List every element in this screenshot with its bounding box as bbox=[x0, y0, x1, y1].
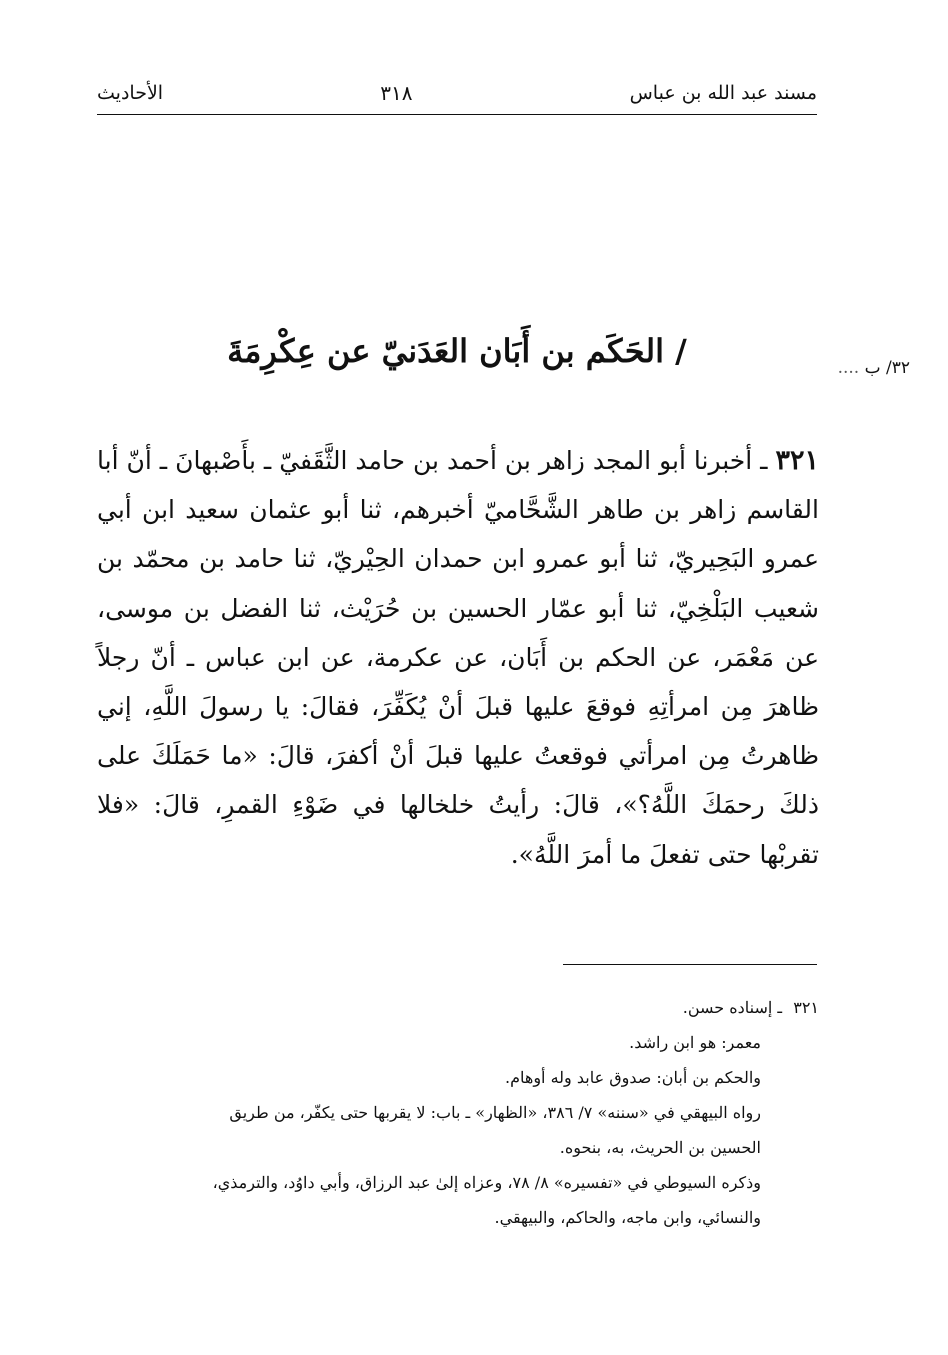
folio-label: ٣٢/ ب bbox=[864, 358, 910, 378]
hadith-number: ٣٢١ bbox=[775, 445, 819, 476]
hadith-text-block bbox=[97, 436, 819, 879]
folio-dots: .... bbox=[837, 358, 860, 378]
page-number: ٣١٨ bbox=[380, 81, 413, 105]
footnote-rule bbox=[563, 964, 817, 965]
chapter-title: / الحَكَم بن أَبَان العَدَنيّ عن عِكْرِمَةَ bbox=[227, 332, 687, 370]
footnote-line: الحسين بن الحريث، به، بنحوه. bbox=[559, 1138, 761, 1157]
page-header bbox=[97, 78, 817, 108]
manuscript-folio-note bbox=[837, 358, 910, 378]
footnote-line: والحكم بن أبان: صدوق عابد وله أوهام. bbox=[505, 1068, 761, 1087]
header-book-title: مسند عبد الله بن عباس bbox=[629, 82, 817, 104]
footnote-line: رواه البيهقي في «سننه» ٧/ ٣٨٦، «الظهار» ـ باب: لا يقربها حتى يكفّر، من طريق bbox=[229, 1103, 761, 1122]
footnote-line bbox=[97, 990, 819, 1025]
hadith-body: ـ أخبرنا أبو المجد زاهر بن أحمد بن حامد الثَّقَفيّ ـ بأَصْبهانَ ـ أنّ أبا القاسم زاهر بن طاهر الشَّحَّاميّ أخبرهم، ثنا أبو عثمان سعيد ابن أبي عمرو البَحِيريّ، ثنا أبو عمرو ابن حمدان الحِيْريّ، ثنا حامد بن محمّد بن شعيب البَلْخِيّ، ثنا أبو عمّار الحسين بن حُرَيْث، ثنا الفضل بن موسى، عن مَعْمَر، عن الحكم بن أَبَان، عن عكرمة، عن ابن عباس ـ أنّ رجلاً ظاهرَ مِن امرأتِهِ فوقعَ عليها قبلَ أنْ يُكَفِّرَ، فقالَ: يا رسولَ اللَّهِ، إني ظاهرتُ مِن امرأتي فوقعتُ عليها قبلَ أنْ أكفرَ، قالَ: «ما حَمَلَكَ على ذلكَ رحمَكَ اللَّهُ؟»، قالَ: رأيتُ خلخالها في ضَوْءِ القمرِ، قالَ: «فلا تقربْها حتى تفعلَ ما أمرَ اللَّهُ». bbox=[97, 446, 819, 869]
footnotes bbox=[97, 990, 819, 1235]
footnote-line: معمر: هو ابن راشد. bbox=[629, 1033, 761, 1052]
header-section-title: الأحاديث bbox=[97, 82, 164, 104]
footnote-grade: ـ إسناده حسن. bbox=[682, 998, 783, 1017]
footnote-line: وذكره السيوطي في «تفسيره» ٨/ ٧٨، وعزاه إلىٰ عبد الرزاق، وأبي داوُد، والترمذي، bbox=[212, 1173, 761, 1192]
footnote-number: ٣٢١ bbox=[793, 998, 819, 1017]
header-rule bbox=[97, 114, 817, 115]
footnote-line: والنسائي، وابن ماجه، والحاكم، والبيهقي. bbox=[494, 1208, 761, 1227]
